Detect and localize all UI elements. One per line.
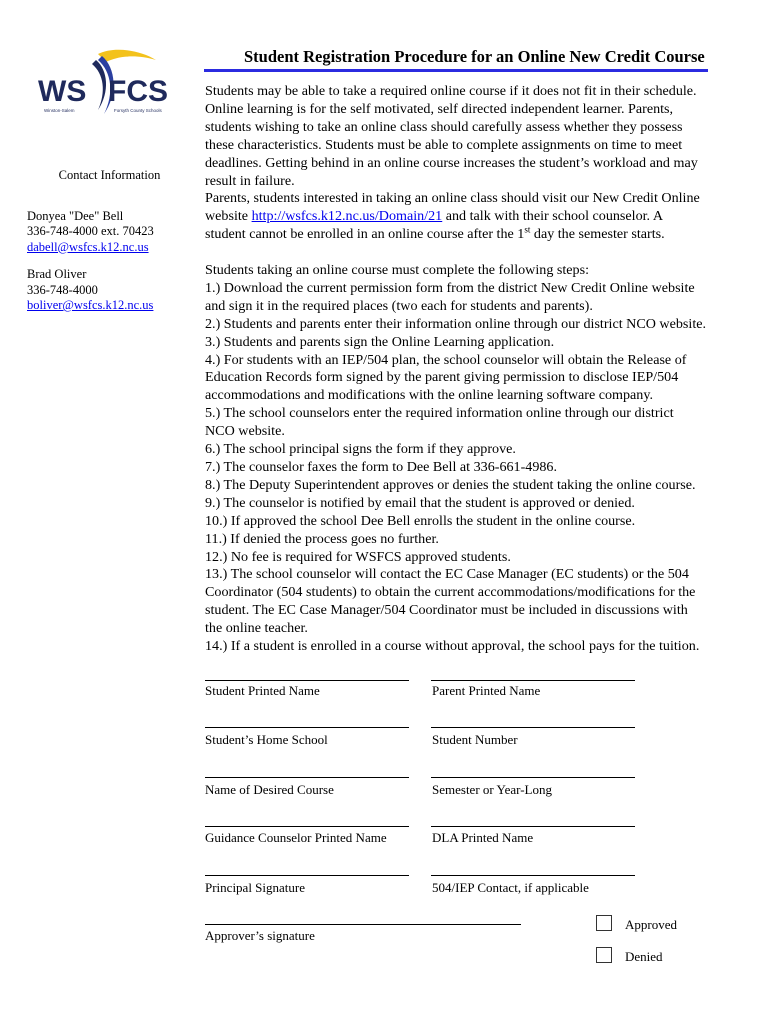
step-line: 13.) The school counselor will contact the EC Case Manager (EC students) or the 504 [205,566,689,583]
step-line: accommodations and modifications with the online learning software company. [205,387,654,404]
dla-name-line[interactable] [431,826,635,827]
wsfcs-logo [36,48,176,118]
denied-label: Denied [625,949,663,964]
intro-line: Students may be able to take a required online course if it does not fit in their schedule. [205,83,697,99]
contact-email-link[interactable]: dabell@wsfcs.k12.nc.us [27,239,149,254]
step-line: 14.) If a student is enrolled in a course without approval, the school pays for the tuition. [205,638,700,655]
procedure-body [205,83,750,656]
step-line: NCO website. [205,423,285,440]
contact-email-link[interactable]: boliver@wsfcs.k12.nc.us [27,298,154,312]
contact-phone: 336-748-4000 [27,282,98,297]
intro-line: students wishing to take an online class should carefully assess whether they possess [205,118,683,135]
step-line: and sign it in the required places (two each for students and parents). [205,297,593,314]
parent-name-label: Parent Printed Name [432,683,541,698]
step-line: 4.) For students with an IEP/504 plan, the school counselor will obtain the Release of [205,351,687,368]
page-title: Student Registration Procedure for an Online New Credit Course [244,47,705,66]
contact-heading: Contact Information [58,168,161,182]
logo-text-right: FCS [108,75,168,108]
principal-signature-line[interactable] [205,875,409,876]
contact-phone: 336-748-4000 ext. 70423 [27,224,154,238]
course-name-label: Name of Desired Course [205,782,334,797]
steps-list [205,280,750,656]
step-line: student. The EC Case Manager/504 Coordinator must be included in discussions with [205,602,688,619]
dla-name-label: DLA Printed Name [432,830,534,845]
intro-line [205,208,750,226]
step-line: 3.) Students and parents sign the Online Learning application. [205,333,555,350]
semester-line[interactable] [431,777,635,778]
approver-signature-line[interactable] [205,924,521,925]
intro-line: Parents, students interested in taking an online class should visit our New Credit Online [205,190,700,207]
intro-text: day the semester starts. [530,226,665,243]
intro-line: these characteristics. Students must be able to complete assignments on time to meet [205,136,683,153]
intro-text: and talk with their school counselor. A [442,208,663,225]
student-number-line[interactable] [431,727,635,728]
step-line: 6.) The school principal signs the form if they approve. [205,441,516,458]
counselor-name-line[interactable] [205,826,409,827]
student-name-label: Student Printed Name [205,683,320,698]
intro-line: result in failure. [205,172,295,189]
step-line: Coordinator (504 students) to obtain the current accommodations/modifications for the [205,584,696,601]
logo-swoosh-yellow [98,50,156,62]
semester-label: Semester or Year-Long [432,782,552,797]
step-line: the online teacher. [205,620,308,637]
logo-sub-left: Winston-Salem [44,108,75,113]
intro-text: student cannot be enrolled in an online course after the 1 [205,226,525,243]
principal-signature-label: Principal Signature [205,880,306,895]
student-number-label: Student Number [432,732,518,747]
title-underline [204,69,708,72]
step-line: 7.) The counselor faxes the form to Dee Bell at 336-661-4986. [205,459,557,476]
logo-text-left: WS [38,75,87,108]
intro-line [205,226,750,244]
step-line: 11.) If denied the process goes no further. [205,530,439,547]
step-line: 1.) Download the current permission form from the district New Credit Online website [205,279,695,296]
parent-name-line[interactable] [431,680,635,681]
home-school-label: Student’s Home School [205,732,328,747]
iep-contact-line[interactable] [431,875,635,876]
contact-name: Donyea "Dee" Bell [27,208,124,223]
step-line: 10.) If approved the school Dee Bell enrolls the student in the online course. [205,512,636,529]
logo-sub-right: Forsyth County Schools [114,108,162,113]
intro-line: deadlines. Getting behind in an online course increases the student’s workload and may [205,154,698,171]
approved-checkbox[interactable] [596,915,612,931]
steps-lead: Students taking an online course must complete the following steps: [205,262,589,279]
step-line: 12.) No fee is required for WSFCS approved students. [205,548,511,565]
logo-swoosh-navy [92,60,106,110]
new-credit-online-link[interactable]: http://wsfcs.k12.nc.us/Domain/21 [251,208,443,225]
contact-name: Brad Oliver [27,267,87,281]
contact-sidebar [27,168,192,314]
iep-contact-label: 504/IEP Contact, if applicable [432,880,589,895]
step-line: 2.) Students and parents enter their information online through our district NCO website. [205,315,707,332]
approver-signature-label: Approver’s signature [205,928,315,943]
course-name-line[interactable] [205,777,409,778]
wsfcs-logo-mark [36,48,176,118]
denied-checkbox[interactable] [596,947,612,963]
step-line: 9.) The counselor is notified by email that the student is approved or denied. [205,494,635,511]
approved-label: Approved [625,917,677,932]
intro-line: Online learning is for the self motivated, self directed independent learner. Parents, [205,100,674,117]
step-line: 8.) The Deputy Superintendent approves or denies the student taking the online course. [205,476,696,493]
student-name-line[interactable] [205,680,409,681]
home-school-line[interactable] [205,727,409,728]
counselor-name-label: Guidance Counselor Printed Name [205,830,387,845]
intro-text: website [205,208,252,225]
ordinal-suffix: st [524,224,531,235]
step-line: 5.) The school counselors enter the required information online through our district [205,405,674,422]
step-line: Education Records form signed by the parent giving permission to disclose IEP/504 [205,369,679,386]
